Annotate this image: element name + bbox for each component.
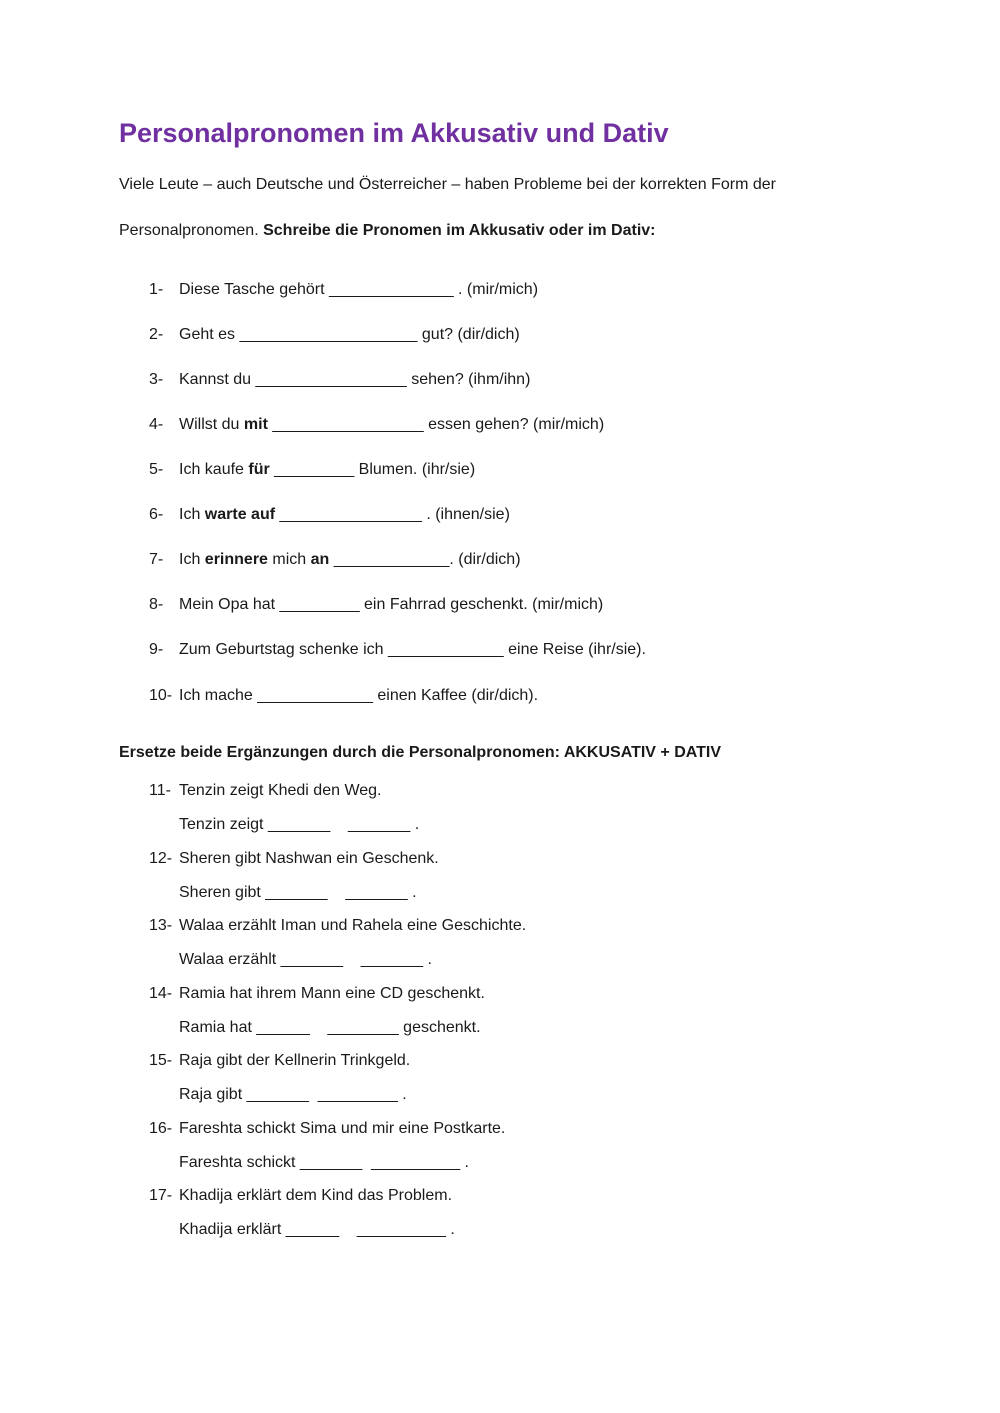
exercise-number: 14-: [149, 985, 173, 1002]
exercise-item: [149, 641, 646, 659]
exercise-sentence: Raja gibt der Kellnerin Trinkgeld.: [179, 1052, 411, 1069]
exercise-text: Kannst du _________________ sehen? (ihm/ihn): [179, 371, 531, 388]
exercise-sentence: Walaa erzählt Iman und Rahela eine Geschichte.: [179, 917, 527, 934]
answer-line: Raja gibt _______ _________ .: [179, 1086, 407, 1103]
exercise-item: [149, 371, 530, 389]
exercise-text: Ich mache _____________ einen Kaffee (dir/dich).: [179, 687, 539, 704]
exercise-item: [149, 551, 521, 569]
exercise-number: 15-: [149, 1052, 173, 1069]
exercise-item: [149, 416, 604, 434]
answer-line: Ramia hat ______ ________ geschenkt.: [179, 1019, 481, 1036]
intro-instruction: Schreibe die Pronomen im Akkusativ oder im Dativ:: [263, 222, 656, 239]
exercise-text: Mein Opa hat _________ ein Fahrrad geschenkt. (mir/mich): [179, 596, 604, 613]
exercise-text: Geht es ____________________ gut? (dir/dich): [179, 326, 520, 343]
exercise-item: [149, 281, 538, 299]
intro-line-1: Viele Leute – auch Deutsche und Österreicher – haben Probleme bei der korrekten Form der: [119, 176, 776, 193]
exercise-number: 2-: [149, 326, 164, 343]
exercise-number: 4-: [149, 416, 164, 433]
bold-keyword: warte auf: [204, 506, 276, 523]
exercise-text: _____________. (dir/dich): [329, 551, 521, 568]
exercise-item: [149, 326, 520, 344]
exercise-sentence: Khadija erklärt dem Kind das Problem.: [179, 1187, 453, 1204]
exercise-sentence: Sheren gibt Nashwan ein Geschenk.: [179, 850, 439, 867]
exercise-item: [149, 985, 485, 1003]
exercise-item: [149, 687, 538, 705]
answer-line: Khadija erklärt ______ __________ .: [179, 1221, 455, 1238]
answer-line: Walaa erzählt _______ _______ .: [179, 951, 432, 968]
exercise-text: Ich: [179, 551, 205, 568]
exercise-text: Ich: [179, 506, 205, 523]
exercise-item: [149, 850, 439, 868]
bold-keyword: für: [248, 461, 270, 478]
exercise-number: 9-: [149, 641, 164, 658]
exercise-item: [149, 596, 603, 614]
bold-keyword: erinnere: [204, 551, 268, 568]
exercise-number: 16-: [149, 1120, 173, 1137]
exercise-number: 11-: [149, 782, 171, 799]
exercise-text: Zum Geburtstag schenke ich _____________ eine Reise (ihr/sie).: [179, 641, 646, 658]
answer-line: Sheren gibt _______ _______ .: [179, 884, 417, 901]
exercise-number: 5-: [149, 461, 164, 478]
exercise-number: 8-: [149, 596, 164, 613]
exercise-number: 13-: [149, 917, 173, 934]
intro-plain: Personalpronomen.: [119, 222, 264, 239]
exercise-text: _________________ essen gehen? (mir/mich): [267, 416, 605, 433]
exercise-text: ________________ . (ihnen/sie): [275, 506, 510, 523]
exercise-number: 10-: [149, 687, 173, 704]
intro-line-2: [119, 222, 656, 240]
exercise-number: 7-: [149, 551, 164, 568]
exercise-item: [149, 1052, 410, 1070]
answer-line: Tenzin zeigt _______ _______ .: [179, 816, 420, 833]
exercise-sentence: Tenzin zeigt Khedi den Weg.: [179, 782, 382, 799]
page-title: Personalpronomen im Akkusativ und Dativ: [119, 118, 669, 148]
exercise-item: [149, 917, 526, 935]
section-heading-part2: Ersetze beide Ergänzungen durch die Personalpronomen: AKKUSATIV + DATIV: [119, 744, 722, 761]
exercise-sentence: Ramia hat ihrem Mann eine CD geschenkt.: [179, 985, 485, 1002]
exercise-item: [149, 461, 475, 479]
exercise-text: Ich kaufe: [179, 461, 249, 478]
exercise-item: [149, 506, 510, 524]
exercise-text: Willst du: [179, 416, 244, 433]
exercise-item: [149, 1120, 505, 1138]
exercise-text: Diese Tasche gehört ______________ . (mir/mich): [179, 281, 539, 298]
exercise-number: 17-: [149, 1187, 173, 1204]
exercise-number: 3-: [149, 371, 164, 388]
answer-line: Fareshta schickt _______ __________ .: [179, 1154, 469, 1171]
bold-keyword: an: [310, 551, 330, 568]
exercise-number: 6-: [149, 506, 164, 523]
exercise-sentence: Fareshta schickt Sima und mir eine Postkarte.: [179, 1120, 506, 1137]
exercise-text: _________ Blumen. (ihr/sie): [269, 461, 476, 478]
bold-keyword: mit: [243, 416, 268, 433]
exercise-item: [149, 1187, 452, 1205]
exercise-item: [149, 782, 382, 800]
exercise-text: mich: [267, 551, 311, 568]
exercise-number: 12-: [149, 850, 173, 867]
exercise-number: 1-: [149, 281, 164, 298]
